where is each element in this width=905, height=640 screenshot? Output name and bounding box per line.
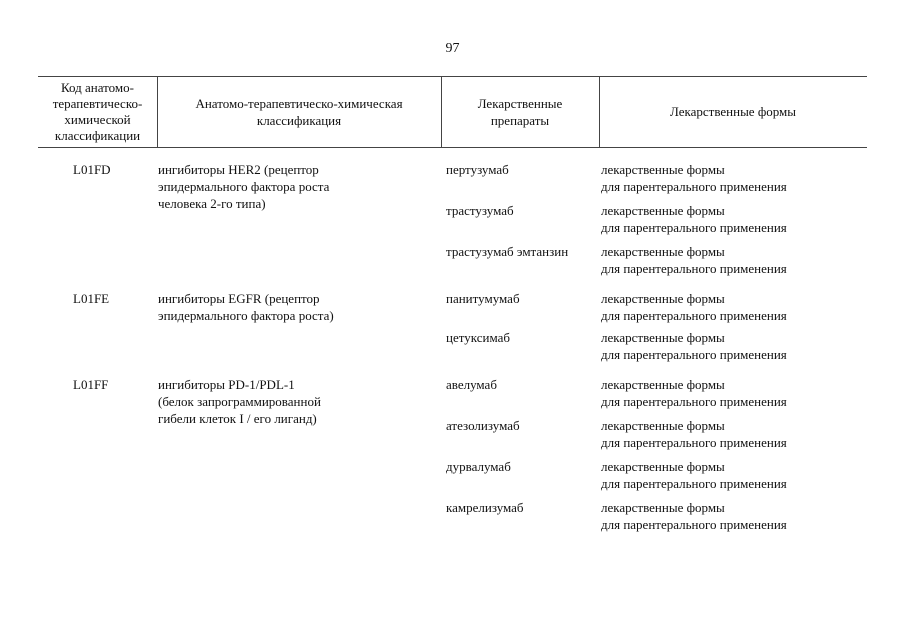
header-code: Код анатомо- терапевтическо- химической классификации	[52, 79, 143, 143]
header-code-cell	[38, 76, 157, 147]
page-number: 97	[445, 41, 460, 56]
drug-name: камрелизумаб	[446, 500, 524, 515]
drug-form: лекарственные формы для парентерального применения	[601, 418, 787, 450]
drug-form: лекарственные формы для парентерального применения	[601, 377, 787, 409]
group-classification: ингибиторы HER2 (рецептор эпидермального фактора роста человека 2-го типа)	[158, 162, 330, 211]
drug-name: пертузумаб	[446, 162, 509, 177]
drug-name: трастузумаб эмтанзин	[446, 244, 569, 259]
header-drugs: Лекарственные препараты	[477, 95, 563, 128]
header-forms: Лекарственные формы	[669, 104, 797, 119]
group-code: L01FD	[73, 162, 111, 177]
drug-name: авелумаб	[446, 377, 497, 392]
drug-form: лекарственные формы для парентерального применения	[601, 330, 787, 362]
header-classification: Анатомо-терапевтическо-химическая классификация	[195, 95, 403, 128]
drug-form: лекарственные формы для парентерального применения	[601, 244, 787, 276]
header-classification-cell	[157, 76, 441, 147]
group-code: L01FE	[73, 291, 110, 306]
drug-form: лекарственные формы для парентерального применения	[601, 459, 787, 491]
group-classification: ингибиторы EGFR (рецептор эпидермального фактора роста)	[158, 291, 334, 323]
drug-name: цетуксимаб	[446, 330, 510, 345]
drug-name: атезолизумаб	[446, 418, 520, 433]
drug-name: панитумумаб	[446, 291, 520, 306]
drug-form: лекарственные формы для парентерального применения	[601, 500, 787, 532]
drug-form: лекарственные формы для парентерального применения	[601, 203, 787, 235]
drug-name: трастузумаб	[446, 203, 514, 218]
group-code: L01FF	[73, 377, 109, 392]
drug-name: дурвалумаб	[446, 459, 511, 474]
drug-form: лекарственные формы для парентерального применения	[601, 291, 787, 323]
drug-form: лекарственные формы для парентерального применения	[601, 162, 787, 194]
group-classification: ингибиторы PD-1/PDL-1 (белок запрограммированной гибели клеток I / его лиганд)	[158, 377, 321, 426]
header-drugs-cell	[441, 76, 599, 147]
header-bottom-rule	[38, 147, 867, 148]
header-forms-cell	[599, 76, 867, 147]
